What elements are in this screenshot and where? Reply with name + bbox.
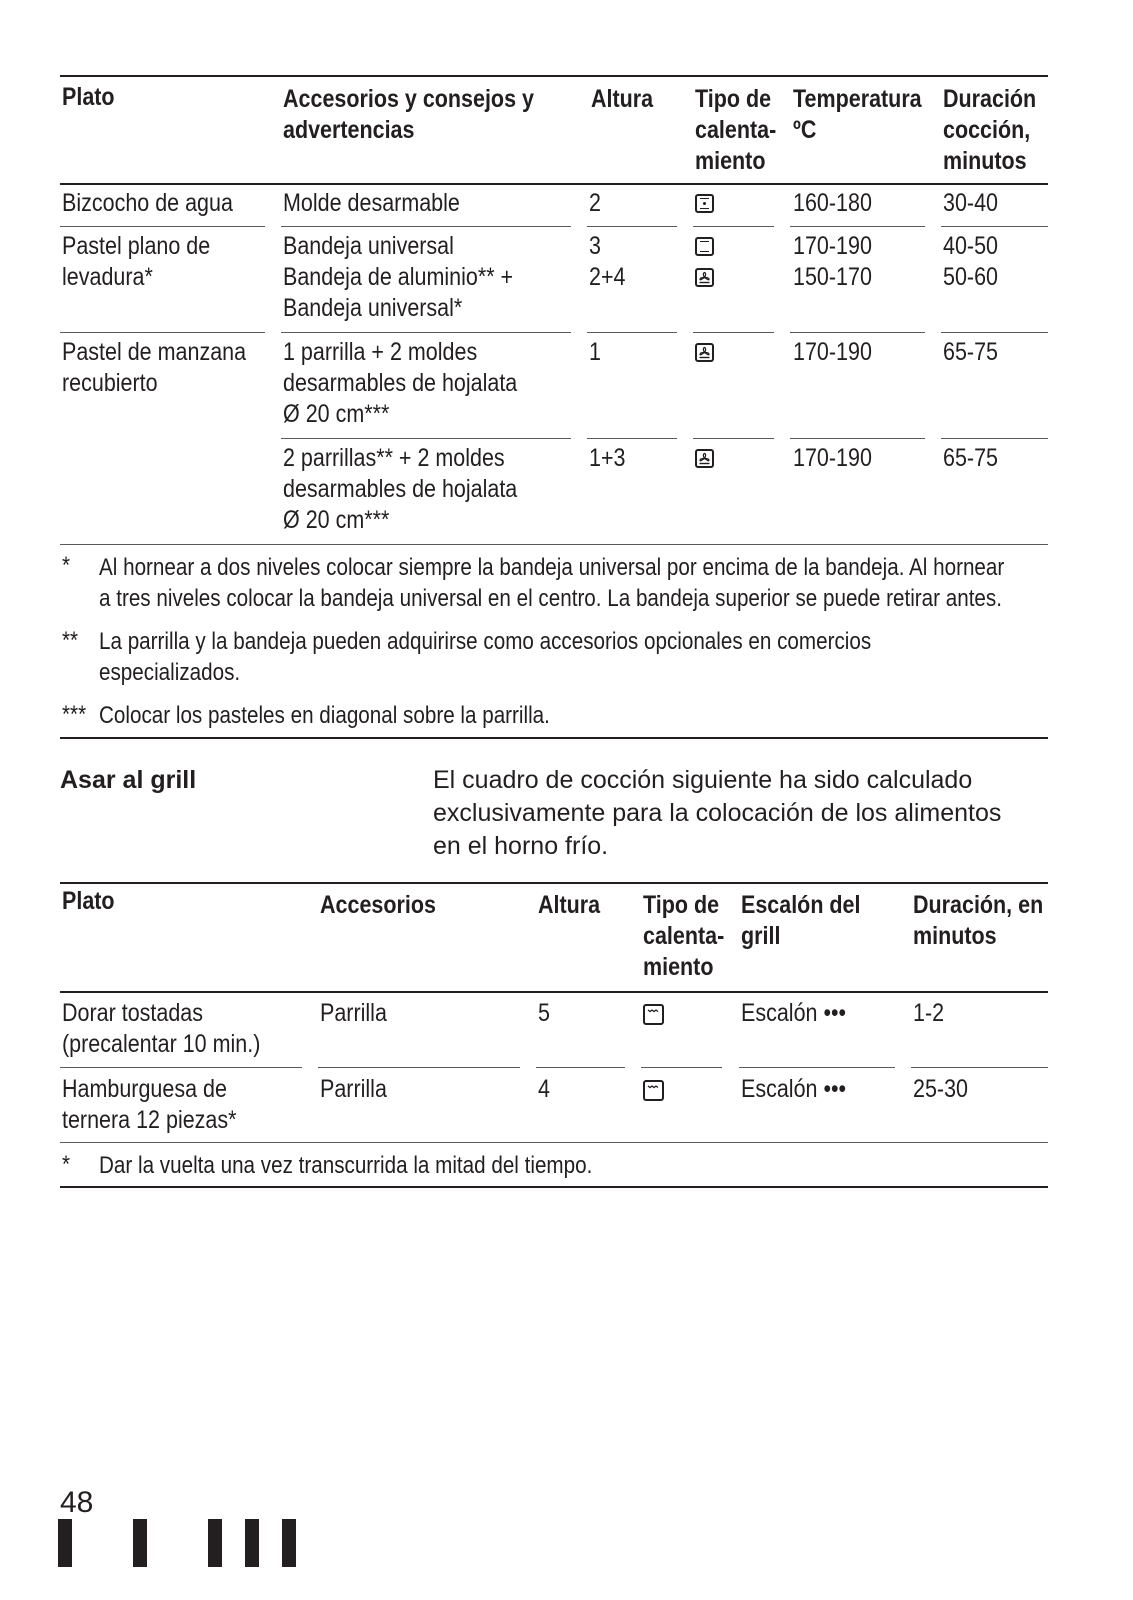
table-row-altura: 1 [589, 338, 601, 366]
row-divider [693, 438, 774, 439]
index-bar [58, 1519, 72, 1567]
table1-top-rule [60, 75, 1048, 77]
table-row-escalon: Escalón ••• [741, 999, 847, 1027]
table-row: Dorar tostadas (precalentar 10 min.) [62, 999, 261, 1058]
table2-header-altura: Altura [538, 891, 601, 919]
table2-header-accesorios: Accesorios [320, 891, 436, 919]
row-divider [536, 1067, 625, 1068]
footnote-mark: * [62, 552, 71, 579]
table2-bottom-rule [60, 1186, 1048, 1188]
row-divider [60, 1067, 302, 1068]
table-row: Pastel plano de levadura* [62, 232, 211, 291]
index-bar [208, 1519, 222, 1567]
table-row-duracion: 40-50 50-60 [943, 232, 998, 291]
footnote-text: La parrilla y la bandeja pueden adquirirse como accesorios opcionales en comercios especializados. [99, 628, 872, 686]
table-row-accesorios: Parrilla [320, 999, 387, 1027]
table1-header-tipo: Tipo de calenta- miento [695, 85, 777, 175]
hot-air-fan-icon [695, 449, 714, 468]
row-divider [641, 1067, 722, 1068]
row-divider [790, 226, 925, 227]
top-bottom-heat-icon [695, 194, 714, 213]
grill-icon [643, 1080, 664, 1101]
row-divider [790, 332, 925, 333]
table-row-accesorios: Bandeja universal Bandeja de aluminio** + Bandeja universal* [283, 232, 514, 322]
row-divider [941, 226, 1048, 227]
row-divider [587, 438, 677, 439]
table-row-temperatura: 170-190 [793, 338, 872, 366]
table2-top-rule [60, 882, 1048, 884]
table-row-escalon: Escalón ••• [741, 1075, 847, 1103]
row-divider [281, 226, 571, 227]
row-divider [739, 1067, 895, 1068]
row-divider [587, 332, 677, 333]
footnote-mark: ** [62, 627, 79, 654]
table2-header-plato: Plato [62, 887, 115, 915]
table-row-altura: 4 [538, 1075, 550, 1103]
section-intro: El cuadro de cocción siguiente ha sido calculado exclusivamente para la colocación de los alimentos en el horno frío. [433, 766, 1002, 860]
grill-icon [643, 1004, 664, 1025]
row-divider [790, 438, 925, 439]
table-row-temperatura: 170-190 [793, 444, 872, 472]
conventional-heat-icon [695, 237, 714, 256]
table-row-accesorios: Molde desarmable [283, 189, 460, 217]
table-row-temperatura: 160-180 [793, 189, 872, 217]
footnote-text: Colocar los pasteles en diagonal sobre la parrilla. [99, 702, 550, 729]
page-number: 48 [60, 1486, 94, 1519]
table2-header-tipo: Tipo de calenta- miento [643, 891, 725, 981]
table1-bottom-rule [60, 737, 1048, 739]
table2-body-rule [60, 1142, 1048, 1143]
row-divider [281, 438, 571, 439]
row-divider [318, 1067, 520, 1068]
section-title: Asar al grill [60, 766, 197, 794]
table1-header-duracion: Duración cocción, minutos [943, 85, 1037, 175]
table-row-altura: 3 2+4 [589, 232, 626, 291]
footnote-text: Al hornear a dos niveles colocar siempre la bandeja universal por encima de la bandeja. Al hornear a tres niveles colocar la bandeja universal en el centro. La bandeja superior se puede retirar antes. [99, 554, 1005, 612]
table-row-accesorios: 1 parrilla + 2 moldes desarmables de hojalata Ø 20 cm*** [283, 338, 518, 428]
footnote-mark: * [62, 1151, 71, 1178]
index-bar [245, 1519, 259, 1567]
table1-header-accesorios: Accesorios y consejos y advertencias [283, 85, 534, 144]
row-divider [60, 332, 265, 333]
table-row: Hamburguesa de ternera 12 piezas* [62, 1075, 237, 1134]
index-bar [282, 1519, 296, 1567]
row-divider [587, 226, 677, 227]
table1-header-rule [60, 183, 1048, 185]
table2-header-duracion: Duración, en minutos [913, 891, 1044, 950]
table1-header-temperatura: Temperatura ºC [793, 85, 922, 144]
row-divider [941, 438, 1048, 439]
row-divider [941, 332, 1048, 333]
table-row-duracion: 1-2 [913, 999, 945, 1027]
table-row-altura: 1+3 [589, 444, 626, 472]
table2-header-escalon: Escalón del grill [741, 891, 861, 950]
hot-air-fan-icon [695, 268, 714, 287]
index-bar [133, 1519, 147, 1567]
footnote-text: Dar la vuelta una vez transcurrida la mitad del tiempo. [99, 1152, 593, 1179]
table2-header-rule [60, 991, 1048, 993]
hot-air-fan-icon [695, 343, 714, 362]
row-divider [911, 1067, 1048, 1068]
table-row-temperatura: 170-190 150-170 [793, 232, 872, 291]
row-divider [693, 226, 774, 227]
row-divider [60, 226, 265, 227]
table1-body-rule [60, 544, 1048, 545]
table-row: Pastel de manzana recubierto [62, 338, 247, 397]
table-row-duracion: 65-75 [943, 444, 998, 472]
table-row-duracion: 30-40 [943, 189, 998, 217]
table-row-altura: 2 [589, 189, 601, 217]
table-row-duracion: 65-75 [943, 338, 998, 366]
row-divider [693, 332, 774, 333]
footnote-mark: *** [62, 701, 87, 728]
table1-header-plato: Plato [62, 83, 115, 111]
table-row-altura: 5 [538, 999, 550, 1027]
table-row-duracion: 25-30 [913, 1075, 968, 1103]
table-row-accesorios: Parrilla [320, 1075, 387, 1103]
table-row-accesorios: 2 parrillas** + 2 moldes desarmables de hojalata Ø 20 cm*** [283, 444, 518, 534]
table-row: Bizcocho de agua [62, 189, 233, 217]
row-divider [281, 332, 571, 333]
table1-header-altura: Altura [591, 85, 654, 113]
